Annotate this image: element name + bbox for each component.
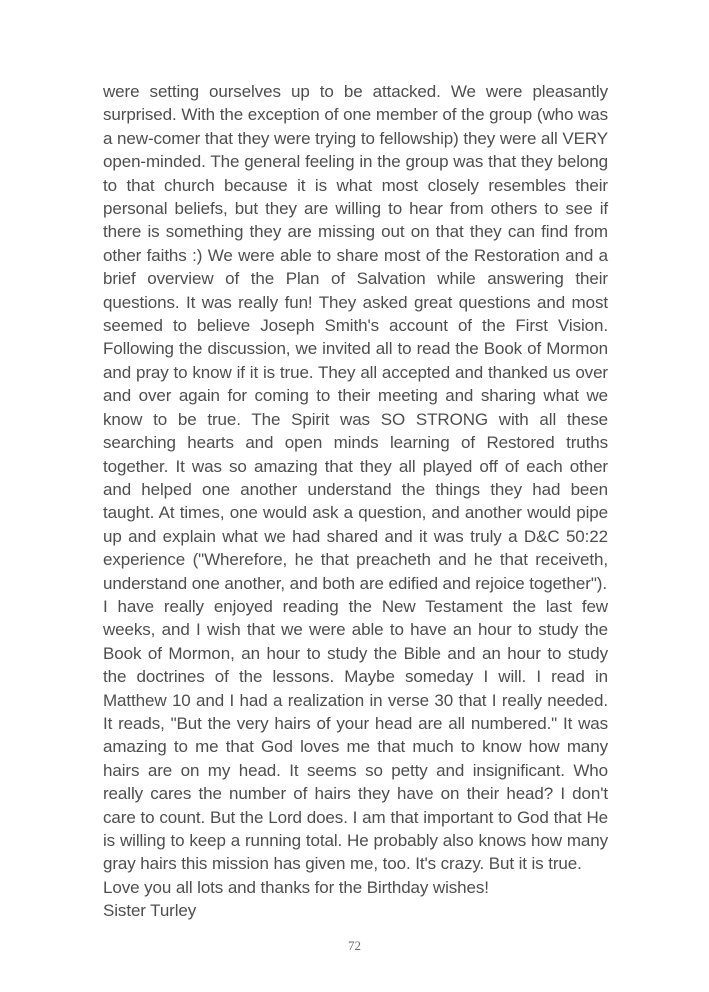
paragraph-2: I have really enjoyed reading the New Testament the last few weeks, and I wish that we were able to have an hour to study the Book of Mormon, an hour to study the Bible and an hour to study the doctrines of the lessons. Maybe someday I will. I read in Matthew 10 and I had a realization in verse 30 that I really needed. It reads, "But the very hairs of your head are all numbered." It was amazing to me that God loves me that much to know how many hairs are on my head. It seems so petty and insignificant. Who really cares the number of hairs they have on their head? I don't care to count. But the Lord does. I am that important to God that He is willing to keep a running total. He probably also knows how many gray hairs this mission has given me, too. It's crazy. But it is true. (103, 596, 608, 874)
page-number: 72 (348, 938, 361, 953)
text-block (103, 80, 608, 923)
paragraph-1: were setting ourselves up to be attacked. We were pleasantly surprised. With the exception of one member of the group (who was a new-comer that they were trying to fellowship) they were all VERY open-minded. The general feeling in the group was that they belong to that church because it is what most closely resembles their personal beliefs, but they are willing to hear from others to see if there is something they are missing out on that they can find from other faiths :) We were able to share most of the Restoration and a brief overview of the Plan of Salvation while answering their questions. It was really fun! They asked great questions and most seemed to believe Joseph Smith's account of the First Vision. Following the discussion, we invited all to read the Book of Mormon and pray to know if it is true. They all accepted and thanked us over and over again for coming to their meeting and sharing what we know to be true. The Spirit was SO STRONG with all these searching hearts and open minds learning of Restored truths together. It was so amazing that they all played off of each other and helped one another understand the things they had been taught. At times, one would ask a question, and another would pipe up and explain what we had shared and it was truly a D&C 50:22 experience ("Wherefore, he that preacheth and he that receiveth, understand one another, and both are edified and rejoice together"). (103, 82, 608, 593)
paragraph-3: Love you all lots and thanks for the Birthday wishes! (103, 877, 489, 897)
paragraph-signature: Sister Turley (103, 901, 197, 921)
